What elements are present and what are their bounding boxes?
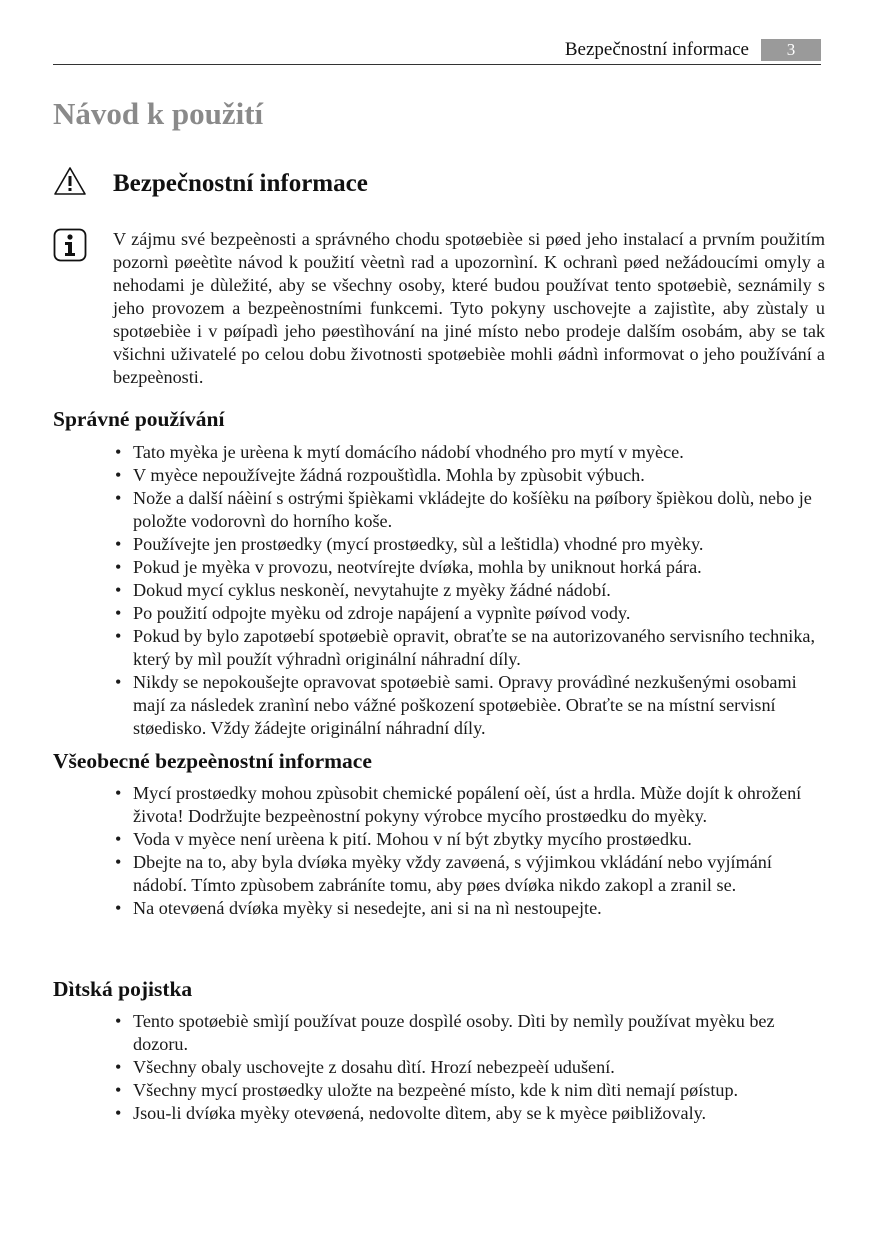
heading-spravne-pouzivani: Správné používání xyxy=(53,407,225,431)
list-item: • Všechny obaly uschovejte z dosahu dìtí. Hrozí nebezpeèí udušení. xyxy=(113,1056,825,1079)
list-item: • Jsou-li dvíøka myèky otevøená, nedovolte dìtem, aby se k myèce pøibližovaly. xyxy=(113,1102,825,1125)
list-item: • Pokud je myèka v provozu, neotvírejte dvíøka, mohla by uniknout horká pára. xyxy=(113,556,825,579)
section-title: Bezpečnostní informace xyxy=(113,170,368,197)
list-item: • Po použití odpojte myèku od zdroje napájení a vypnìte pøívod vody. xyxy=(113,602,825,625)
list-item: • Mycí prostøedky mohou zpùsobit chemické popálení oèí, úst a hrdla. Mùže dojít k ohrožení života! Dodržujte bezpeènostní pokyny výrobce mycího prostøedku do myèky. xyxy=(113,782,825,828)
list-item: • Dokud mycí cyklus neskonèí, nevytahujte z myèky žádné nádobí. xyxy=(113,579,825,602)
heading-vseobecne-informace: Všeobecné bezpeènostní informace xyxy=(53,749,372,773)
list-item: • Tato myèka je urèena k mytí domácího nádobí vhodného pro mytí v myèce. xyxy=(113,441,825,464)
intro-paragraph: V zájmu své bezpeènosti a správného chodu spotøebièe si pøed jeho instalací a prvním použitím pozornì pøeètìte návod k použití vèetnì rad a upozornìní. K ochranì pøed nežádoucími omyly a nehodami je dùležité, aby se všechny osoby, které budou používat tento spotøebiè, seznámily s jeho provozem a bezpeènostními funkcemi. Tyto pokyny uschovejte a zajistìte, aby zùstaly u spotøebièe i v pøípadì jeho pøestìhování na jiné místo nebo prodeje dalším osobám, aby se tak všichni uživatelé po celou dobu životnosti spotøebièe mohli øádnì informovat o jeho používání a bezpeènosti. xyxy=(113,229,825,387)
heading-detska-pojistka: Dìtská pojistka xyxy=(53,977,193,1001)
list-item: • Nikdy se nepokoušejte opravovat spotøebiè sami. Opravy provádìné nezkušenými osobami mají za následek zranìní nebo vážné poškození spotøebièe. Obraťte se na místní servisní støedisko. Vždy žádejte originální náhradní díly. xyxy=(113,671,825,740)
list-detska-pojistka xyxy=(113,1010,825,1125)
list-spravne-pouzivani xyxy=(113,441,825,740)
info-icon xyxy=(53,228,87,262)
list-item: • Všechny mycí prostøedky uložte na bezpeèné místo, kde k nim dìti nemají pøístup. xyxy=(113,1079,825,1102)
main-title: Návod k použití xyxy=(53,96,264,131)
list-item: • Voda v myèce není urèena k pití. Mohou v ní být zbytky mycího prostøedku. xyxy=(113,828,825,851)
list-vseobecne-informace xyxy=(113,782,825,920)
page-number: 3 xyxy=(761,39,821,61)
page-header xyxy=(53,36,821,65)
list-item: • Nože a další náèiní s ostrými špièkami vkládejte do košíèku na pøíbory špièkou dolù, nebo je položte vodorovnì do horního koše. xyxy=(113,487,825,533)
list-item: • Tento spotøebiè smìjí používat pouze dospìlé osoby. Dìti by nemìly používat myèku bez dozoru. xyxy=(113,1010,825,1056)
list-item: • Na otevøená dvíøka myèky si nesedejte, ani si na nì nestoupejte. xyxy=(113,897,825,920)
list-item: • Pokud by bylo zapotøebí spotøebiè opravit, obraťte se na autorizovaného servisního technika, který by mìl použít výhradnì originální náhradní díly. xyxy=(113,625,825,671)
header-title: Bezpečnostní informace xyxy=(564,39,749,60)
warning-icon xyxy=(53,166,87,196)
list-item: • Používejte jen prostøedky (mycí prostøedky, sùl a leštidla) vhodné pro myèky. xyxy=(113,533,825,556)
list-item: • Dbejte na to, aby byla dvíøka myèky vždy zavøená, s výjimkou vkládání nebo vyjímání nádobí. Tímto zpùsobem zabráníte tomu, aby pøes dvíøka nikdo zakopl a zranil se. xyxy=(113,851,825,897)
list-item: • V myèce nepoužívejte žádná rozpouštìdla. Mohla by zpùsobit výbuch. xyxy=(113,464,825,487)
